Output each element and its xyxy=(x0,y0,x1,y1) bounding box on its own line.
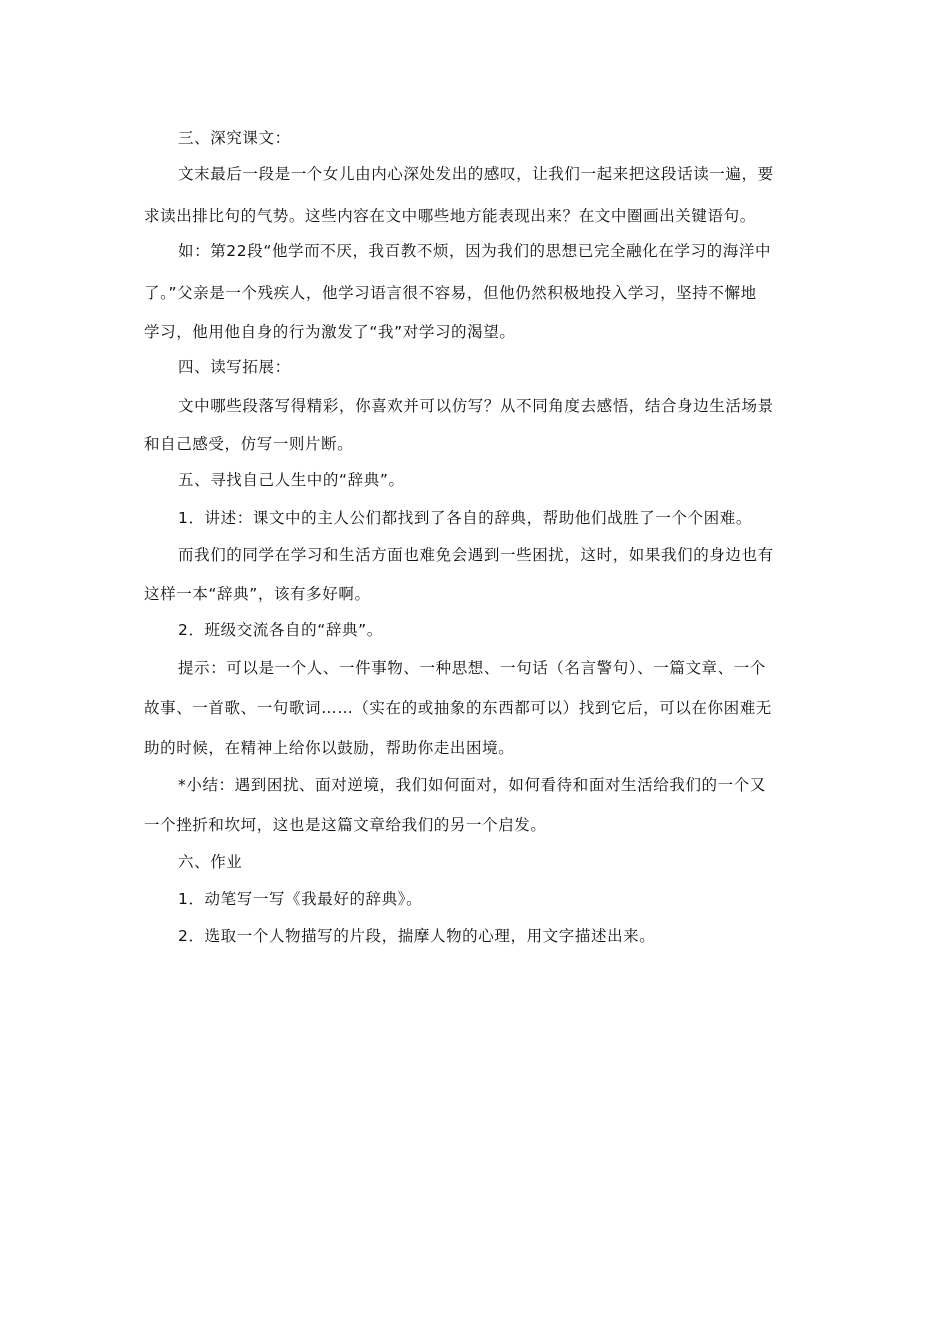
section5-tip-line3: 助的时候，在精神上给你以鼓励，帮助你走出困境。 xyxy=(144,739,515,757)
section6-heading: 六、作业 xyxy=(178,853,243,871)
section5-heading: 五、寻找自己人生中的“辞典”。 xyxy=(178,471,405,489)
section5-item1: 1．讲述：课文中的主人公们都找到了各自的辞典，帮助他们战胜了一个个困难。 xyxy=(178,509,752,527)
section4-heading: 四、读写拓展： xyxy=(178,358,291,376)
section5-item2: 2．班级交流各自的“辞典”。 xyxy=(178,621,383,639)
section3-paragraph2-line1: 如：第22段“他学而不厌，我百教不烦，因为我们的思想已完全融化在学习的海洋中 xyxy=(178,242,772,260)
section3-paragraph1-line2: 求读出排比句的气势。这些内容在文中哪些地方能表现出来？在文中圈画出关键语句。 xyxy=(144,207,756,225)
section3-paragraph2-line3: 学习，他用他自身的行为激发了“我”对学习的渴望。 xyxy=(144,323,516,341)
section3-paragraph1-line1: 文末最后一段是一个女儿由内心深处发出的感叹，让我们一起来把这段话读一遍，要 xyxy=(178,165,774,183)
section5-summary-line1: *小结：遇到困扰、面对逆境，我们如何面对，如何看待和面对生活给我们的一个又 xyxy=(178,776,766,794)
section5-tip-line2: 故事、一首歌、一句歌词……（实在的或抽象的东西都可以）找到它后，可以在你困难无 xyxy=(144,699,772,717)
section3-heading: 三、深究课文： xyxy=(178,129,291,147)
section5-summary-line2: 一个挫折和坎坷，这也是这篇文章给我们的另一个启发。 xyxy=(144,816,547,834)
section5-tip-line1: 提示：可以是一个人、一件事物、一种思想、一句话（名言警句）、一篇文章、一个 xyxy=(178,659,766,677)
section4-paragraph-line2: 和自己感受，仿写一则片断。 xyxy=(144,435,354,453)
section5-paragraph-line2: 这样一本“辞典”，该有多好啊。 xyxy=(144,585,371,603)
section6-item1: 1．动笔写一写《我最好的辞典》。 xyxy=(178,890,423,908)
section6-item2: 2．选取一个人物描写的片段，揣摩人物的心理，用文字描述出来。 xyxy=(178,927,656,945)
section5-paragraph-line1: 而我们的同学在学习和生活方面也难免会遇到一些困扰，这时，如果我们的身边也有 xyxy=(178,546,774,564)
section3-paragraph2-line2: 了。”父亲是一个残疾人，他学习语言很不容易，但他仍然积极地投入学习，坚持不懈地 xyxy=(144,284,757,302)
section4-paragraph-line1: 文中哪些段落写得精彩，你喜欢并可以仿写？从不同角度去感悟，结合身边生活场景 xyxy=(178,397,774,415)
